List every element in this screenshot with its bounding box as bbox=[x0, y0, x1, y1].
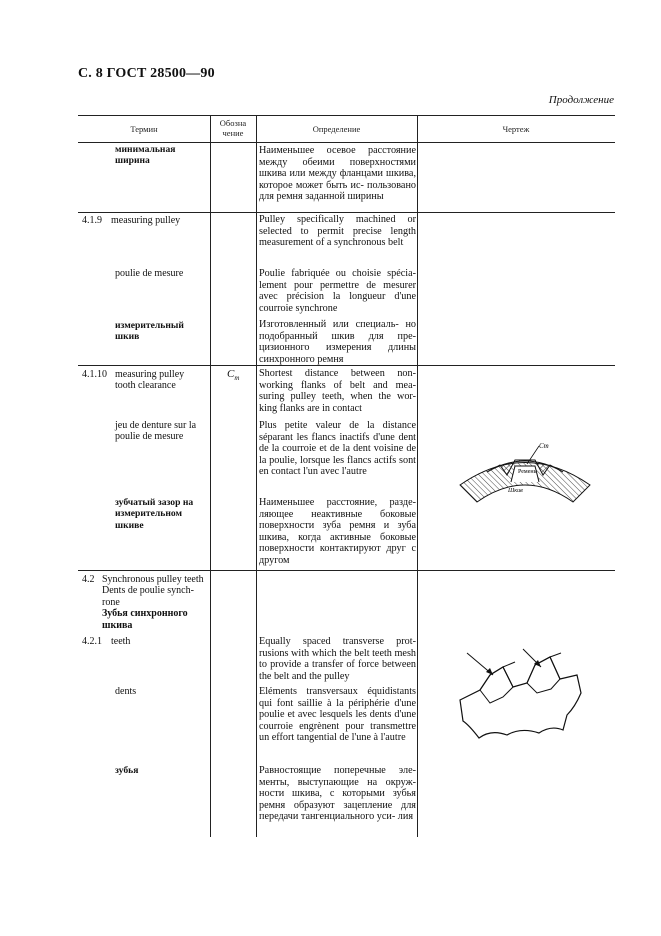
row-rule-3 bbox=[78, 570, 615, 571]
figure-label-belt: Ремень bbox=[518, 469, 537, 475]
section-title-fr: rone bbox=[102, 596, 120, 608]
term-fr-jeu-de-denture bbox=[115, 420, 210, 443]
def-ru-teeth: Равностоящие поперечные эле- менты, выступающие на окруж- ности шкива, с которыми зубья ремня образуют зацепление для передачи тангенциального уси- лия bbox=[259, 765, 416, 823]
term-en-teeth: teeth bbox=[111, 636, 131, 647]
figure-label-pulley: Шкив bbox=[508, 488, 523, 494]
symbol-subscript: m bbox=[234, 374, 240, 383]
section-title-ru: шкива bbox=[102, 619, 133, 631]
term-fr-dents: dents bbox=[115, 686, 137, 697]
def-en-tooth-clearance: Shortest distance between non- working flanks of belt and mea- suring pulley teeth, when the wor- king flanks are in contact bbox=[259, 368, 416, 414]
term-line: poulie de mesure bbox=[115, 431, 184, 443]
term-fr-poulie-de-mesure: poulie de mesure bbox=[115, 268, 184, 279]
term-line: measuring pulley bbox=[115, 369, 185, 380]
term-ru-teeth: зубья bbox=[115, 765, 139, 776]
def-en-measuring-pulley: Pulley specifically machined or selected to permit precise length measurement of a synchronous belt bbox=[259, 214, 416, 249]
section-title-fr: Dents de poulie synch- bbox=[102, 585, 194, 597]
def-ru-minimal-width: Наименьшее осевое расстояние между обеими поверхностями шкива или между фланцами шкива, которое может быть ис- пользовано для ремня заданной ширины bbox=[259, 145, 416, 203]
section-number-4-2: 4.2 bbox=[82, 574, 95, 585]
section-title-en: Synchronous pulley teeth bbox=[102, 574, 204, 585]
term-line: jeu de denture sur la bbox=[115, 420, 197, 431]
def-en-teeth: Equally spaced transverse prot- rusions with which the belt teeth mesh to provide a transfer of force between the belt and the pulley bbox=[259, 636, 416, 682]
def-ru-measuring-pulley: Изготовленный или специаль- но подобранный шкив для пре- цизионного измерения длины синхронного ремня bbox=[259, 319, 416, 365]
header-designation bbox=[210, 118, 256, 138]
term-ru-minimal-width bbox=[115, 144, 207, 167]
term-en-measuring-pulley: measuring pulley bbox=[111, 215, 181, 226]
col-divider-2 bbox=[256, 115, 257, 837]
col-divider-1 bbox=[210, 115, 211, 837]
figure-label-cm: Cm bbox=[539, 442, 549, 450]
term-line: измерительный bbox=[115, 320, 184, 331]
tooth-clearance-figure bbox=[455, 440, 595, 515]
symbol-letter: C bbox=[227, 368, 235, 380]
header-designation-line1: Обозна bbox=[219, 118, 247, 128]
term-ru-measuring-pulley bbox=[115, 320, 207, 343]
term-number-4-2-1: 4.2.1 bbox=[82, 636, 102, 647]
arrowhead-1 bbox=[486, 668, 493, 675]
def-fr-jeu-de-denture: Plus petite valeur de la distance séparant les flancs inactifs d'une dent de la courroie et de la dent voisine de la poulie, lorsque les flancs actifs sont en contact l'un avec l'autre bbox=[259, 420, 416, 478]
term-number-4-1-9: 4.1.9 bbox=[82, 215, 102, 226]
page-header: С. 8 ГОСТ 28500—90 bbox=[78, 66, 215, 81]
teeth-body-outline bbox=[460, 657, 581, 738]
header-definition: Определение bbox=[312, 124, 361, 134]
term-line: шкив bbox=[115, 331, 140, 343]
term-line: tooth clearance bbox=[115, 380, 176, 392]
def-fr-poulie-de-mesure: Poulie fabriquée ou choisie spécia- lement pour permettre de mesurer avec précision la longueur d'une courroie synchrone bbox=[259, 268, 416, 314]
term-line: шкиве bbox=[115, 519, 144, 531]
term-number-4-1-10: 4.1.10 bbox=[82, 369, 107, 380]
table-top-rule bbox=[78, 115, 615, 116]
section-title-ru: Зубья синхронного bbox=[102, 608, 188, 620]
term-line: ширина bbox=[115, 155, 150, 167]
header-term: Термин bbox=[130, 124, 158, 134]
tooth-edge bbox=[550, 653, 561, 657]
term-line: измерительном bbox=[115, 508, 183, 520]
pulley-teeth-figure bbox=[455, 645, 585, 740]
def-ru-tooth-clearance: Наименьшее расстояние, разде- ляющее неактивные боковые поверхности зуба ремня и зуба шкива, когда активные боковые поверхности контактируют друг с другом bbox=[259, 497, 416, 566]
term-en-tooth-clearance bbox=[115, 369, 207, 392]
symbol-cm bbox=[227, 368, 239, 382]
table-header-rule bbox=[78, 142, 615, 143]
continuation-label: Продолжение bbox=[548, 94, 614, 106]
def-fr-dents: Eléments transversaux équidistants qui font saillie à la périphérie d'une poulie et avec lesquels les dents d'une courroie engrènent pour transmettre un effort tangential de l'une à l'autre bbox=[259, 686, 416, 744]
row-rule-1 bbox=[78, 212, 615, 213]
col-divider-3 bbox=[417, 115, 418, 837]
term-line: зубчатый зазор на bbox=[115, 497, 194, 508]
tooth-edge bbox=[503, 662, 515, 667]
header-drawing: Чертеж bbox=[502, 124, 530, 134]
term-line: минимальная bbox=[115, 144, 176, 155]
term-ru-tooth-clearance bbox=[115, 497, 209, 531]
header-designation-line2: чение bbox=[222, 128, 244, 138]
section-title bbox=[102, 574, 210, 631]
